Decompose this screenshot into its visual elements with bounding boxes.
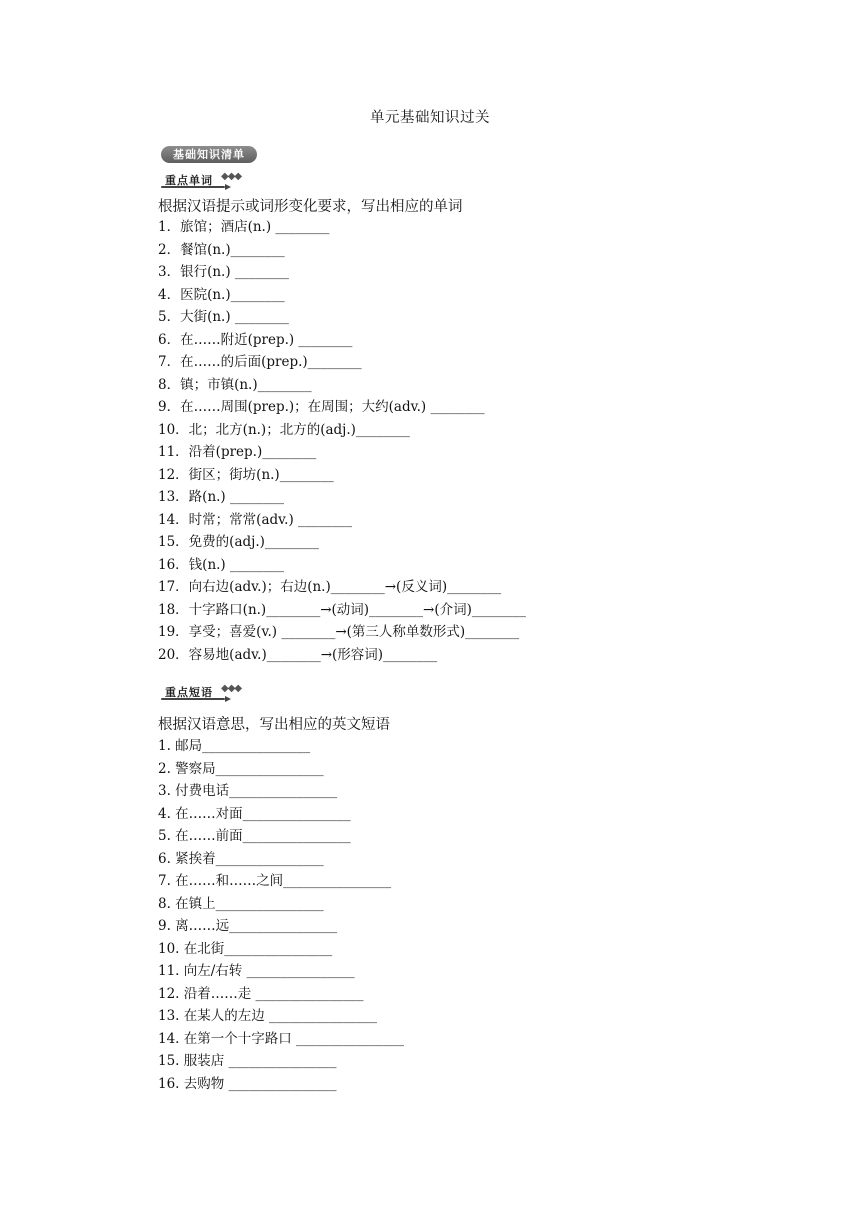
list-item: 13．路(n.) ________	[158, 489, 284, 505]
words-instruction: 根据汉语提示或词形变化要求，写出相应的单词	[158, 199, 463, 215]
list-item: 16．钱(n.) ________	[158, 556, 284, 573]
list-item: 19．享受；喜爱(v.) ________→(第三人称单数形式)________	[158, 624, 520, 640]
list-item: 4. 在……对面________________	[158, 805, 351, 822]
list-item: 15．免费的(adj.)________	[158, 534, 319, 550]
arrow-underline-icon	[161, 698, 225, 700]
list-item: 5．大街(n.) ________	[158, 309, 289, 325]
list-item: 18．十字路口(n.)________→(动词)________→(介词)________	[158, 601, 526, 618]
section-tag-key-words	[161, 172, 261, 192]
list-item: 6．在……附近(prep.) ________	[158, 331, 353, 348]
list-item: 13. 在某人的左边 ________________	[158, 1008, 378, 1024]
list-item: 9. 离……远________________	[158, 918, 338, 934]
list-item: 14. 在第一个十字路口 ________________	[158, 1030, 405, 1047]
page-title: 单元基础知识过关	[370, 110, 490, 126]
list-item: 3．银行(n.) ________	[158, 264, 289, 280]
list-item: 15. 服装店 ________________	[158, 1053, 337, 1069]
list-item: 12. 沿着……走 ________________	[158, 985, 364, 1002]
list-item: 1. 邮局________________	[158, 738, 311, 754]
list-item: 5. 在……前面________________	[158, 828, 351, 844]
list-item: 8．镇；市镇(n.)________	[158, 376, 312, 393]
list-item: 11．沿着(prep.)________	[158, 444, 317, 460]
section-tag-label: 重点短语	[165, 686, 213, 699]
diamond-icon: ◆◆◆	[221, 171, 242, 182]
list-item: 1．旅馆；酒店(n.) ________	[158, 219, 330, 235]
list-item: 4．医院(n.)________	[158, 286, 285, 303]
list-item: 14．时常；常常(adv.) ________	[158, 511, 353, 528]
phrases-instruction: 根据汉语意思，写出相应的英文短语	[158, 717, 390, 733]
list-item: 7. 在……和……之间________________	[158, 873, 392, 889]
list-item: 11. 向左/右转 ________________	[158, 963, 355, 979]
section-badge-basic-knowledge: 基础知识清单	[161, 146, 257, 163]
list-item: 17．向右边(adv.)；右边(n.)________→(反义词)________	[158, 579, 502, 595]
phrase-list	[158, 735, 404, 1095]
diamond-icon: ◆◆◆	[221, 683, 242, 694]
list-item: 2．餐馆(n.)________	[158, 241, 285, 258]
list-item: 16. 去购物 ________________	[158, 1075, 337, 1092]
arrow-underline-icon	[161, 186, 225, 188]
list-item: 2. 警察局________________	[158, 760, 324, 777]
section-tag-label: 重点单词	[165, 174, 213, 187]
list-item: 6. 紧挨着________________	[158, 850, 324, 867]
list-item: 7．在……的后面(prep.)________	[158, 354, 362, 370]
list-item: 10．北；北方(n.)；北方的(adj.)________	[158, 421, 410, 438]
list-item: 8. 在镇上________________	[158, 895, 324, 912]
list-item: 9．在……周围(prep.)；在周围；大约(adv.) ________	[158, 399, 485, 415]
list-item: 10. 在北街________________	[158, 940, 333, 957]
list-item: 12．街区；街坊(n.)________	[158, 466, 334, 483]
word-list	[158, 216, 526, 666]
section-tag-key-phrases	[161, 684, 261, 704]
list-item: 20．容易地(adv.)________→(形容词)________	[158, 646, 438, 663]
list-item: 3. 付费电话________________	[158, 783, 338, 799]
